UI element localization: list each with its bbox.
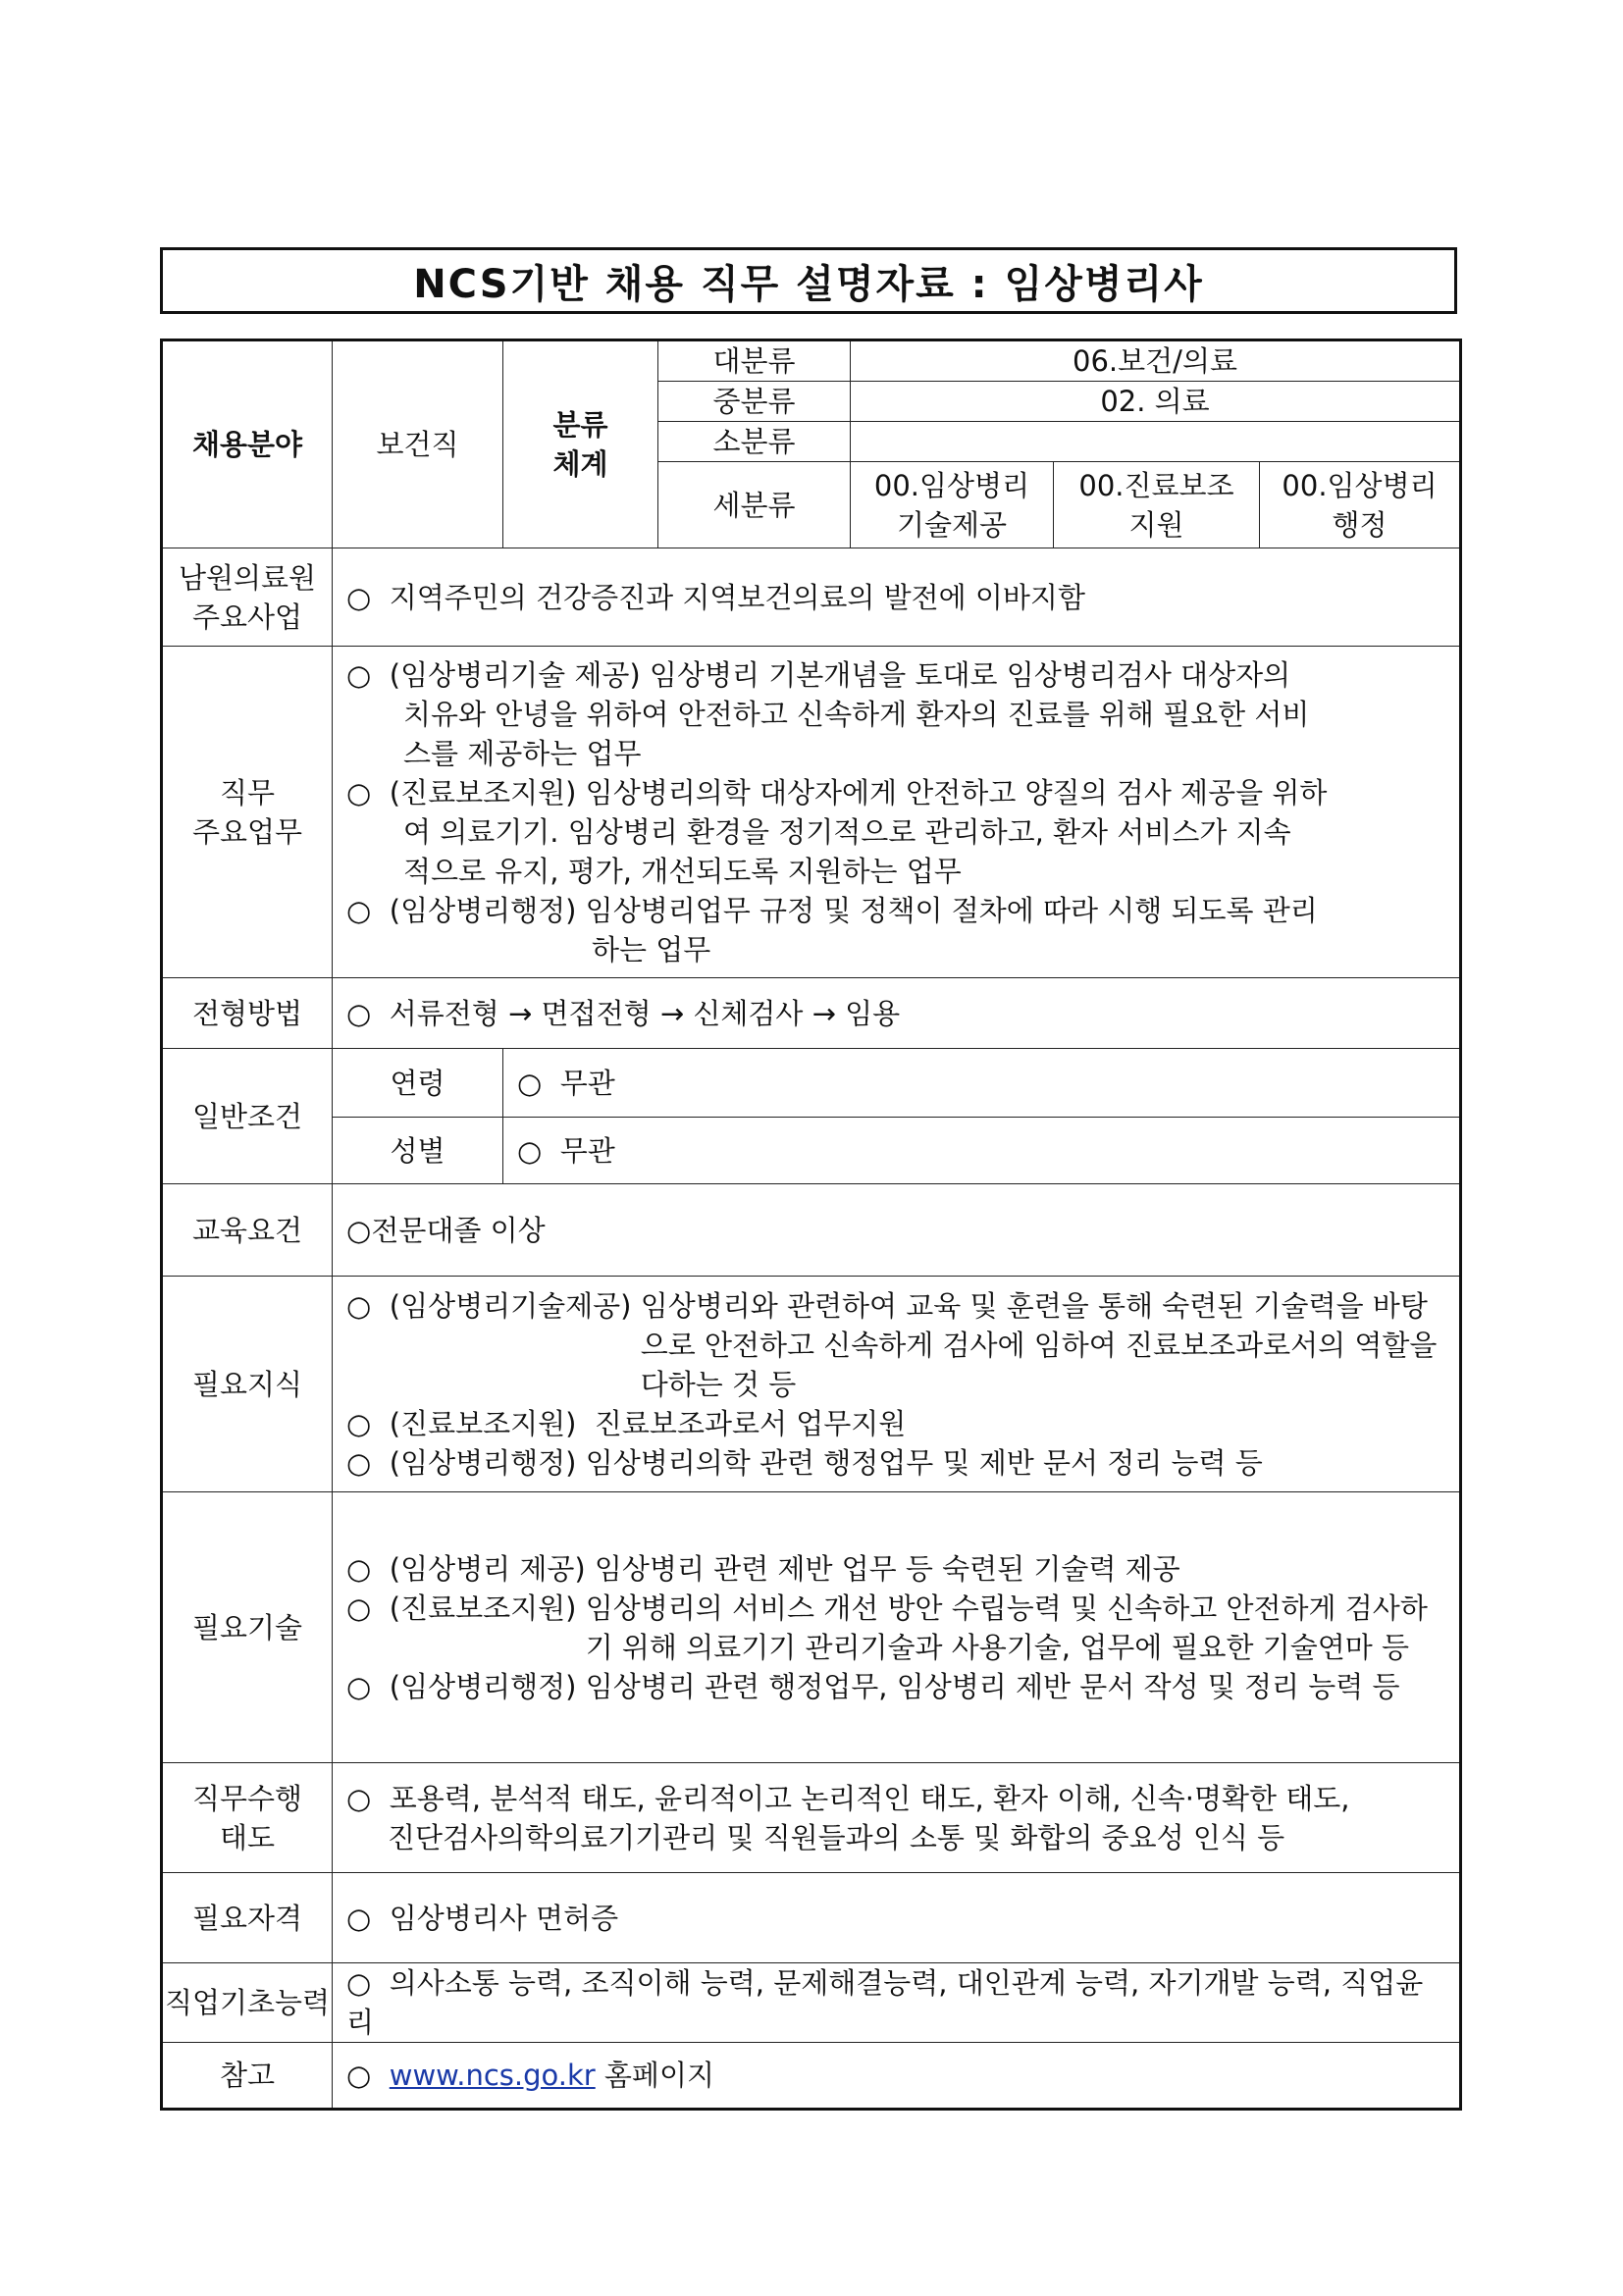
skills-label: 필요기술 [162, 1492, 333, 1763]
duties-content [333, 647, 1461, 978]
attitude-content: ○ 포용력, 분석적 태도, 윤리적이고 논리적인 태도, 환자 이해, 신속·명확한 태도, 진단검사의학의료기기관리 및 직원들과의 소통 및 화합의 중요성 인식 등 [333, 1763, 1461, 1873]
skills-content [333, 1492, 1461, 1763]
middle-category-label: 중분류 [658, 382, 851, 422]
gender-value: ○ 무관 [503, 1118, 1461, 1184]
major-category-value: 06.보건/의료 [851, 340, 1461, 382]
recruit-field-label: 채용분야 [162, 340, 333, 548]
license-content: ○ 임상병리사 면허증 [333, 1873, 1461, 1963]
sub-category-value: 00.진료보조 지원 [1054, 462, 1260, 548]
knowledge-content [333, 1277, 1461, 1492]
document-title: NCS기반 채용 직무 설명자료 : 임상병리사 [160, 247, 1457, 314]
age-value: ○ 무관 [503, 1049, 1461, 1118]
list-item: ○ (진료보조지원) 진료보조과로서 업무지원 [346, 1406, 907, 1440]
middle-category-value: 02. 의료 [851, 382, 1461, 422]
list-item: ○ (진료보조지원) 임상병리의학 대상자에게 안전하고 양질의 검사 제공을 위하 여 의료기기. 임상병리 환경을 정기적으로 관리하고, 환자 서비스가 지속 적으로 유지, 평가, 개선되도록 지원하는 업무 [346, 775, 1328, 888]
minor-category-value [851, 422, 1461, 462]
basic-ability-content: ○ 의사소통 능력, 조직이해 능력, 문제해결능력, 대인관계 능력, 자기개발 능력, 직업윤리 [333, 1963, 1461, 2043]
attitude-label: 직무수행 태도 [162, 1763, 333, 1873]
list-item: ○ (임상병리행정) 임상병리업무 규정 및 정책이 절차에 따라 시행 되도록 관리 하는 업무 [346, 893, 1318, 966]
list-item: ○ (임상병리행정) 임상병리의학 관련 행정업무 및 제반 문서 정리 능력 등 [346, 1445, 1263, 1480]
business-label: 남원의료원 주요사업 [162, 548, 333, 647]
minor-category-label: 소분류 [658, 422, 851, 462]
job-description-table [160, 339, 1462, 2111]
process-label: 전형방법 [162, 978, 333, 1049]
list-item: ○ (임상병리행정) 임상병리 관련 행정업무, 임상병리 제반 문서 작성 및 정리 능력 등 [346, 1669, 1400, 1703]
duties-label: 직무 주요업무 [162, 647, 333, 978]
ncs-website-link[interactable]: www.ncs.go.kr [389, 2059, 596, 2092]
process-content: ○ 서류전형 → 면접전형 → 신체검사 → 임용 [333, 978, 1461, 1049]
license-label: 필요자격 [162, 1873, 333, 1963]
recruit-field-value: 보건직 [333, 340, 503, 548]
general-conditions-label: 일반조건 [162, 1049, 333, 1184]
gender-label: 성별 [333, 1118, 503, 1184]
classification-label: 분류 체계 [503, 340, 658, 548]
age-label: 연령 [333, 1049, 503, 1118]
reference-label: 참고 [162, 2043, 333, 2110]
list-item: ○ (임상병리 제공) 임상병리 관련 제반 업무 등 숙련된 기술력 제공 [346, 1551, 1180, 1586]
education-content: ○전문대졸 이상 [333, 1184, 1461, 1277]
list-item: ○ (임상병리기술 제공) 임상병리 기본개념을 토대로 임상병리검사 대상자의 치유와 안녕을 위하여 안전하고 신속하게 환자의 진료를 위해 필요한 서비 스를 제공하는 업무 [346, 657, 1310, 770]
sub-category-value: 00.임상병리 행정 [1260, 462, 1461, 548]
list-item: ○ (임상병리기술제공) 임상병리와 관련하여 교육 및 훈련을 통해 숙련된 기술력을 바탕으로 안전하고 신속하게 검사에 임하여 진료보조과로서의 역할을 다하는 것 등 [346, 1288, 1438, 1401]
sub-category-label: 세분류 [658, 462, 851, 548]
education-label: 교육요건 [162, 1184, 333, 1277]
basic-ability-label: 직업기초능력 [162, 1963, 333, 2043]
knowledge-label: 필요지식 [162, 1277, 333, 1492]
sub-category-value: 00.임상병리 기술제공 [851, 462, 1054, 548]
major-category-label: 대분류 [658, 340, 851, 382]
business-content: ○ 지역주민의 건강증진과 지역보건의료의 발전에 이바지함 [333, 548, 1461, 647]
list-item: ○ (진료보조지원) 임상병리의 서비스 개선 방안 수립능력 및 신속하고 안전하게 검사하기 위해 의료기기 관리기술과 사용기술, 업무에 필요한 기술연마 등 [346, 1591, 1428, 1664]
reference-content: ○ www.ncs.go.kr 홈페이지 [333, 2043, 1461, 2110]
